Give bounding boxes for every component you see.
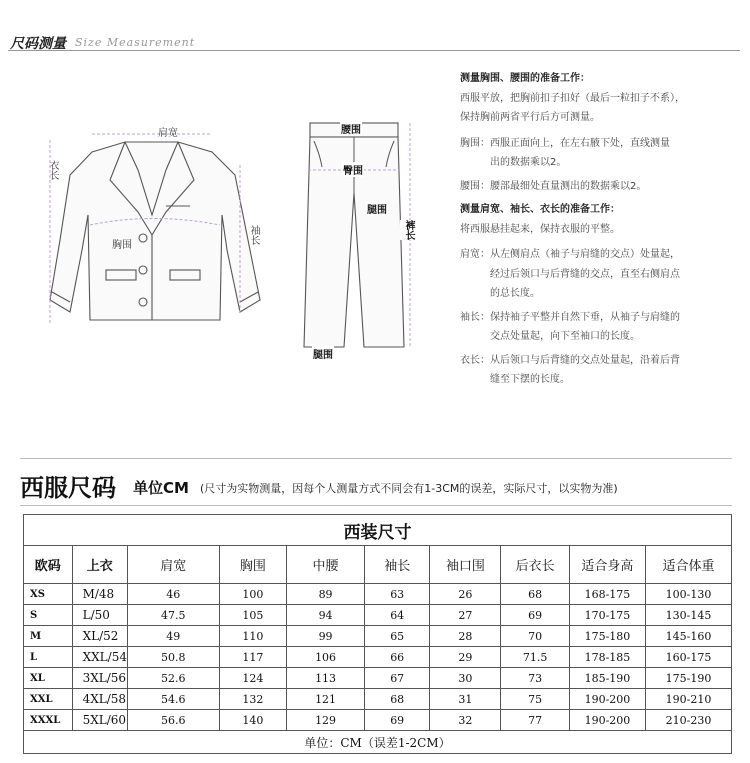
cell-sleeve: 68 xyxy=(365,689,430,710)
cell-height: 190-200 xyxy=(569,689,645,710)
measurement-notes xyxy=(460,69,742,390)
cell-weight: 100-130 xyxy=(646,584,732,605)
cell-jacket-size: 4XL/58 xyxy=(72,689,127,710)
table-caption: 西装尺寸 xyxy=(24,515,732,546)
notes-line: 西服正面向上，在左右腋下处，直线测量 xyxy=(490,137,670,149)
note-key: 腰围： xyxy=(460,180,490,192)
cell-eu-size: XL xyxy=(24,668,73,689)
cell-weight: 190-210 xyxy=(646,689,732,710)
notes-heading-shoulder-sleeve: 测量肩宽、袖长、衣长的准备工作： xyxy=(460,204,620,215)
cell-back-length: 70 xyxy=(501,626,569,647)
table-row xyxy=(24,605,732,626)
cell-shoulder: 47.5 xyxy=(127,605,219,626)
column-header: 袖长 xyxy=(365,546,430,584)
cell-shoulder: 49 xyxy=(127,626,219,647)
cell-eu-size: XS xyxy=(24,584,73,605)
notes-line: 西服平放，把胸前扣子扣好（最后一粒扣子不系）， xyxy=(460,92,685,104)
column-header: 胸围 xyxy=(219,546,286,584)
notes-line: 从左侧肩点（袖子与肩缝的交点）处量起， xyxy=(490,249,680,260)
size-chart-unit: 单位CM xyxy=(133,479,189,497)
note-key: 胸围： xyxy=(460,137,490,149)
column-header: 适合身高 xyxy=(569,546,645,584)
notes-line: 经过后领口与后背缝的交点，直至右侧肩点 xyxy=(490,268,680,280)
cell-jacket-size: 3XL/56 xyxy=(72,668,127,689)
cell-chest: 105 xyxy=(219,605,286,626)
cell-sleeve: 64 xyxy=(365,605,430,626)
cell-shoulder: 46 xyxy=(127,584,219,605)
cell-eu-size: XXXL xyxy=(24,710,73,731)
notes-line: 的总长度。 xyxy=(490,288,540,299)
section-title: 尺码测量 xyxy=(10,36,66,52)
column-header: 欧码 xyxy=(24,546,73,584)
cell-waist: 129 xyxy=(287,710,365,731)
size-table xyxy=(23,514,732,754)
cell-eu-size: S xyxy=(24,605,73,626)
notes-line: 保持胸前两省平行后方可测量。 xyxy=(460,112,600,123)
cell-eu-size: XXL xyxy=(24,689,73,710)
cell-eu-size: M xyxy=(24,626,73,647)
cell-chest: 110 xyxy=(219,626,286,647)
column-header: 后衣长 xyxy=(501,546,569,584)
header-divider xyxy=(8,50,740,51)
label-sleeve-length: 袖长 xyxy=(248,225,259,245)
note-length xyxy=(460,351,742,390)
label-jacket-length: 衣长 xyxy=(47,160,58,180)
notes-line: 腰部最细处直量测出的数据乘以2。 xyxy=(490,180,647,192)
cell-height: 185-190 xyxy=(569,668,645,689)
cell-back-length: 69 xyxy=(501,605,569,626)
note-waist xyxy=(460,177,742,197)
cell-waist: 121 xyxy=(287,689,365,710)
cell-back-length: 75 xyxy=(501,689,569,710)
note-sleeve xyxy=(460,308,742,347)
jacket-illustration xyxy=(30,120,275,350)
note-key: 袖长： xyxy=(460,311,490,323)
size-chart-disclaimer: (尺寸为实物测量，因每个人测量方式不同会有1-3CM的误差，实际尺寸，以实物为准) xyxy=(200,482,618,495)
column-header: 中腰 xyxy=(287,546,365,584)
column-header: 肩宽 xyxy=(127,546,219,584)
label-leg-opening: 腿围 xyxy=(312,346,334,361)
cell-weight: 130-145 xyxy=(646,605,732,626)
cell-height: 168-175 xyxy=(569,584,645,605)
label-waist: 腰围 xyxy=(340,121,362,136)
table-row xyxy=(24,710,732,731)
cell-cuff: 31 xyxy=(430,689,501,710)
section-subtitle: Size Measurement xyxy=(75,36,196,49)
table-header-row xyxy=(24,546,732,584)
notes-line: 保持袖子平整并自然下垂，从袖子与肩缝的 xyxy=(490,311,680,323)
cell-cuff: 26 xyxy=(430,584,501,605)
cell-waist: 113 xyxy=(287,668,365,689)
table-row xyxy=(24,584,732,605)
table-row xyxy=(24,668,732,689)
cell-shoulder: 50.8 xyxy=(127,647,219,668)
cell-shoulder: 52.6 xyxy=(127,668,219,689)
notes-line: 交点处量起，向下至袖口的长度。 xyxy=(490,331,640,342)
cell-chest: 117 xyxy=(219,647,286,668)
cell-cuff: 32 xyxy=(430,710,501,731)
cell-height: 190-200 xyxy=(569,710,645,731)
label-hip: 臀围 xyxy=(342,162,364,177)
cell-jacket-size: 5XL/60 xyxy=(72,710,127,731)
notes-line: 从后领口与后背缝的交点处量起，沿着后背 xyxy=(490,354,680,366)
table-row xyxy=(24,689,732,710)
notes-line: 缝至下摆的长度。 xyxy=(490,374,570,385)
cell-jacket-size: L/50 xyxy=(72,605,127,626)
cell-jacket-size: XL/52 xyxy=(72,626,127,647)
cell-waist: 99 xyxy=(287,626,365,647)
cell-jacket-size: XXL/54 xyxy=(72,647,127,668)
cell-waist: 94 xyxy=(287,605,365,626)
size-chart-title: 西服尺码 xyxy=(20,474,116,502)
label-pants-length: 裤长 xyxy=(400,220,417,240)
label-shoulder-width: 肩宽 xyxy=(158,128,178,139)
cell-sleeve: 69 xyxy=(365,710,430,731)
cell-sleeve: 66 xyxy=(365,647,430,668)
cell-jacket-size: M/48 xyxy=(72,584,127,605)
cell-back-length: 73 xyxy=(501,668,569,689)
column-header: 上衣 xyxy=(72,546,127,584)
table-footer-unit: 单位：CM（误差1-2CM） xyxy=(24,731,732,754)
label-thigh: 腿围 xyxy=(366,201,388,216)
cell-sleeve: 65 xyxy=(365,626,430,647)
cell-cuff: 28 xyxy=(430,626,501,647)
cell-height: 175-180 xyxy=(569,626,645,647)
cell-weight: 145-160 xyxy=(646,626,732,647)
cell-weight: 160-175 xyxy=(646,647,732,668)
cell-waist: 89 xyxy=(287,584,365,605)
cell-chest: 124 xyxy=(219,668,286,689)
cell-chest: 140 xyxy=(219,710,286,731)
cell-back-length: 77 xyxy=(501,710,569,731)
cell-cuff: 29 xyxy=(430,647,501,668)
cell-back-length: 71.5 xyxy=(501,647,569,668)
cell-cuff: 30 xyxy=(430,668,501,689)
cell-height: 178-185 xyxy=(569,647,645,668)
cell-back-length: 68 xyxy=(501,584,569,605)
cell-shoulder: 56.6 xyxy=(127,710,219,731)
cell-waist: 106 xyxy=(287,647,365,668)
cell-chest: 100 xyxy=(219,584,286,605)
cell-eu-size: L xyxy=(24,647,73,668)
table-row xyxy=(24,647,732,668)
cell-sleeve: 63 xyxy=(365,584,430,605)
cell-sleeve: 67 xyxy=(365,668,430,689)
cell-cuff: 27 xyxy=(430,605,501,626)
note-shoulder xyxy=(460,245,742,304)
note-key: 衣长： xyxy=(460,354,490,366)
cell-weight: 175-190 xyxy=(646,668,732,689)
cell-weight: 210-230 xyxy=(646,710,732,731)
notes-line: 将西服悬挂起来，保持衣服的平整。 xyxy=(460,223,620,235)
label-chest: 胸围 xyxy=(112,240,132,251)
note-chest xyxy=(460,134,742,173)
cell-height: 170-175 xyxy=(569,605,645,626)
cell-chest: 132 xyxy=(219,689,286,710)
note-key: 肩宽： xyxy=(460,249,490,260)
column-header: 袖口围 xyxy=(430,546,501,584)
notes-heading-chest-waist: 测量胸围、腰围的准备工作： xyxy=(460,73,590,84)
table-row xyxy=(24,626,732,647)
column-header: 适合体重 xyxy=(646,546,732,584)
notes-line: 出的数据乘以2。 xyxy=(490,157,567,168)
cell-shoulder: 54.6 xyxy=(127,689,219,710)
